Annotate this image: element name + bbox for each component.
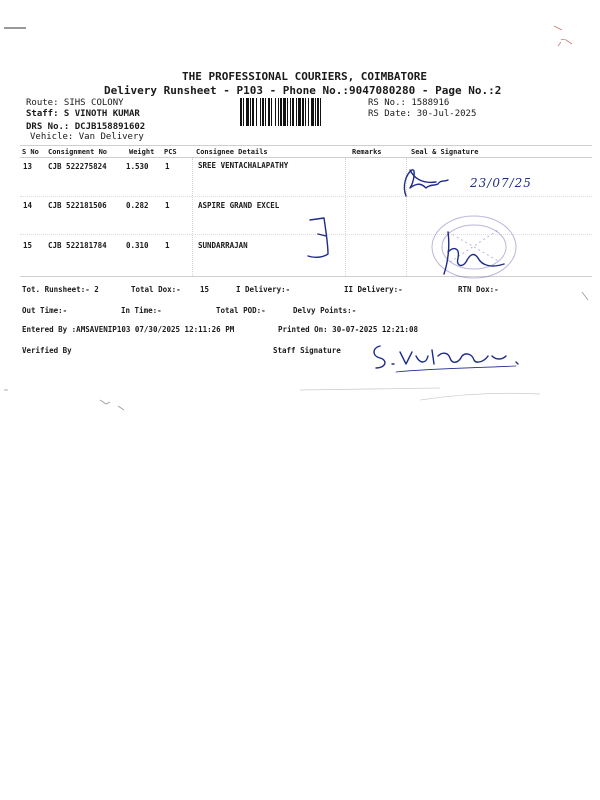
drs-number: DRS No.: DCJB158891602 xyxy=(26,122,146,132)
vehicle-label: Vehicle: Van Delivery xyxy=(30,132,144,142)
column-guide xyxy=(192,158,193,276)
barcode-bar xyxy=(296,98,297,126)
barcode-bar xyxy=(308,98,309,126)
route-label: Route: SIHS COLONY xyxy=(26,98,124,108)
row-consignment: CJB 522275824 xyxy=(48,162,107,171)
row-consignment: CJB 522181784 xyxy=(48,241,107,250)
row-consignee: SREE VENTACHALAPATHY xyxy=(198,161,289,170)
document-title: THE PROFESSIONAL COURIERS, COIMBATORE xyxy=(182,70,428,83)
row-sno: 13 xyxy=(23,162,33,171)
col-pcs: PCS xyxy=(164,148,177,156)
out-time: Out Time:- xyxy=(22,306,68,315)
barcode-bar xyxy=(275,98,276,126)
in-time: In Time:- xyxy=(121,306,162,315)
row-pcs: 1 xyxy=(165,162,170,171)
row-weight: 0.282 xyxy=(126,201,149,210)
barcode-bar xyxy=(262,98,264,126)
col-remarks: Remarks xyxy=(352,148,382,156)
col-seal-signature: Seal & Signature xyxy=(411,148,479,156)
total-dox-label: Total Dox:- xyxy=(131,285,181,294)
signature-row-15 xyxy=(432,222,522,278)
barcode-bar xyxy=(290,98,291,126)
verified-by: Verified By xyxy=(22,346,72,355)
barcode-bar xyxy=(298,98,301,126)
signature-row-13 xyxy=(392,160,472,200)
barcode-bar xyxy=(268,98,270,126)
barcode-bar xyxy=(317,98,319,126)
row-pcs: 1 xyxy=(165,201,170,210)
col-consignment: Consignment No xyxy=(48,148,108,156)
delivery-points: Delvy Points:- xyxy=(293,306,357,315)
row-sno: 14 xyxy=(23,201,33,210)
row-weight: 1.530 xyxy=(126,162,149,171)
barcode-bar xyxy=(287,98,288,126)
barcode-bar xyxy=(260,98,261,126)
barcode-bar xyxy=(320,98,321,126)
col-consignee: Consignee Details xyxy=(196,148,268,156)
column-guide xyxy=(345,158,346,276)
row-weight: 0.310 xyxy=(126,241,149,250)
scan-mark-top-left xyxy=(0,0,40,40)
handwritten-date-row-13: 23/07/25 xyxy=(470,176,532,190)
scan-mark-top-right xyxy=(548,18,582,52)
barcode-bar xyxy=(292,98,294,126)
entered-by: Entered By :AMSAVENIP103 07/30/2025 12:11:26 PM xyxy=(22,325,235,334)
total-pod: Total POD:- xyxy=(216,306,266,315)
row-consignment: CJB 522181506 xyxy=(48,201,107,210)
barcode-bar xyxy=(280,98,282,126)
ii-delivery: II Delivery:- xyxy=(344,285,403,294)
barcode-bar xyxy=(305,98,306,126)
barcode-bar xyxy=(302,98,304,126)
barcode-bar xyxy=(250,98,251,126)
barcode-bar xyxy=(246,98,249,126)
barcode-bar xyxy=(252,98,254,126)
col-weight: Weight xyxy=(129,148,155,156)
barcode-bar xyxy=(243,98,244,126)
staff-signature-label: Staff Signature xyxy=(273,346,341,355)
row-rule xyxy=(20,196,592,197)
svg-text:~: ~ xyxy=(560,35,567,44)
handwritten-mark-row-14 xyxy=(298,214,338,264)
i-delivery: I Delivery:- xyxy=(236,285,291,294)
row-consignee: ASPIRE GRAND EXCEL xyxy=(198,201,280,210)
table-header-rule xyxy=(20,157,592,158)
total-dox-count: 15 xyxy=(200,285,210,294)
staff-label: Staff: S VINOTH KUMAR xyxy=(26,109,140,119)
barcode-bar xyxy=(278,98,279,126)
barcode-bar xyxy=(311,98,314,126)
col-sno: S No xyxy=(22,148,39,156)
barcode-bar xyxy=(283,98,286,126)
row-consignee: SUNDARRAJAN xyxy=(198,241,248,250)
rs-number: RS No.: 1588916 xyxy=(368,98,450,108)
barcode-bar xyxy=(240,98,242,126)
row-pcs: 1 xyxy=(165,241,170,250)
runsheet-subtitle: Delivery Runsheet - P103 - Phone No.:9047080280 - Page No.:2 xyxy=(104,84,502,97)
scan-artifacts xyxy=(0,290,600,470)
table-top-rule xyxy=(20,145,592,146)
barcode-bar xyxy=(315,98,316,126)
rtn-dox: RTN Dox:- xyxy=(458,285,499,294)
printed-on: Printed On: 30-07-2025 12:21:08 xyxy=(278,325,418,334)
rs-date: RS Date: 30-Jul-2025 xyxy=(368,109,477,119)
barcode xyxy=(240,98,364,126)
row-sno: 15 xyxy=(23,241,33,250)
total-runsheet: Tot. Runsheet:- 2 xyxy=(22,285,99,294)
barcode-bar xyxy=(256,98,257,126)
barcode-bar xyxy=(271,98,272,126)
barcode-bar xyxy=(265,98,266,126)
